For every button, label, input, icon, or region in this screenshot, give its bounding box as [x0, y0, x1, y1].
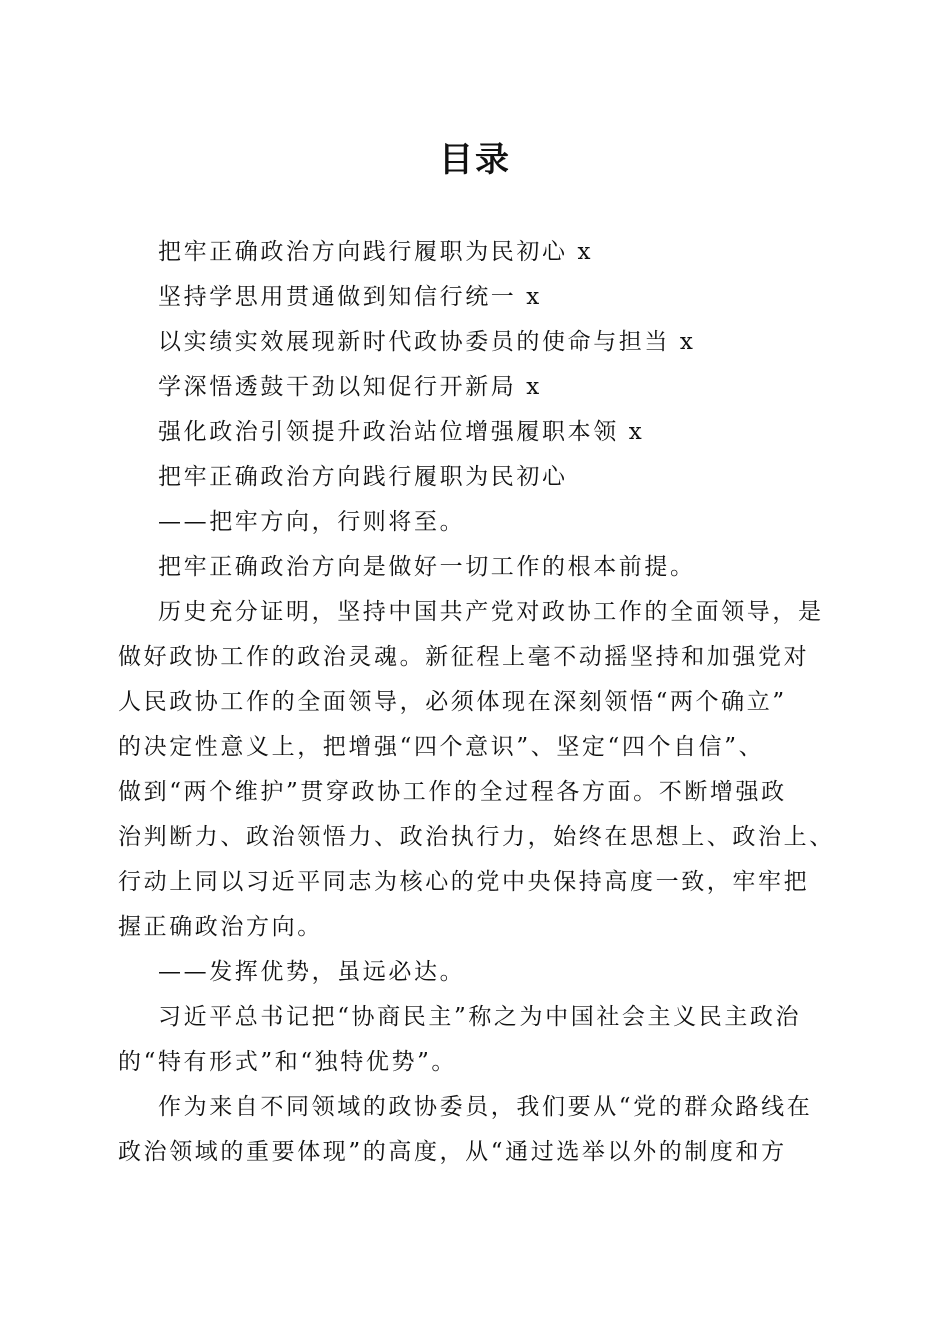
paragraph-line: 握正确政治方向。	[118, 914, 323, 940]
paragraph-line: 人民政协工作的全面领导，必须体现在深刻领悟“两个确立”	[118, 689, 787, 715]
paragraph-line: 的“特有形式”和“独特优势”。	[118, 1049, 458, 1075]
paragraph	[118, 995, 838, 1085]
paragraph-line: 做到“两个维护”贯穿政协工作的全过程各方面。不断增强政	[118, 779, 787, 805]
paragraph-line: 政治领域的重要体现”的高度，从“通过选举以外的制度和方	[118, 1139, 787, 1165]
paragraph	[118, 590, 838, 950]
paragraph-line: 的决定性意义上，把增强“四个意识”、坚定“四个自信”、	[118, 734, 765, 760]
page-title: 目录	[439, 140, 511, 180]
subheading: ——把牢方向，行则将至。	[158, 509, 466, 535]
subheading: ——发挥优势，虽远必达。	[158, 959, 466, 985]
toc-item[interactable]: 强化政治引领提升政治站位增强履职本领 x	[158, 419, 645, 445]
paragraph-line: 习近平总书记把“协商民主”称之为中国社会主义民主政治	[158, 1004, 802, 1030]
document-body	[118, 230, 838, 1175]
toc-item[interactable]: 学深悟透鼓干劲以知促行开新局 x	[158, 374, 542, 400]
paragraph-line: 历史充分证明，坚持中国共产党对政协工作的全面领导，是	[158, 599, 824, 625]
paragraph	[118, 1085, 838, 1175]
table-of-contents	[118, 230, 838, 455]
paragraph-line: 治判断力、政治领悟力、政治执行力，始终在思想上、政治上、	[118, 824, 835, 850]
paragraph: 把牢正确政治方向是做好一切工作的根本前提。	[158, 554, 696, 580]
toc-item[interactable]: 以实绩实效展现新时代政协委员的使命与担当 x	[158, 329, 696, 355]
paragraph-line: 作为来自不同领域的政协委员，我们要从“党的群众路线在	[158, 1094, 813, 1120]
paragraph-line: 做好政协工作的政治灵魂。新征程上毫不动摇坚持和加强党对	[118, 644, 810, 670]
toc-item[interactable]: 坚持学思用贯通做到知信行统一 x	[158, 284, 542, 310]
section-title: 把牢正确政治方向践行履职为民初心	[158, 464, 568, 490]
paragraph-line: 行动上同以习近平同志为核心的党中央保持高度一致，牢牢把	[118, 869, 810, 895]
toc-item[interactable]: 把牢正确政治方向践行履职为民初心 x	[158, 239, 594, 265]
